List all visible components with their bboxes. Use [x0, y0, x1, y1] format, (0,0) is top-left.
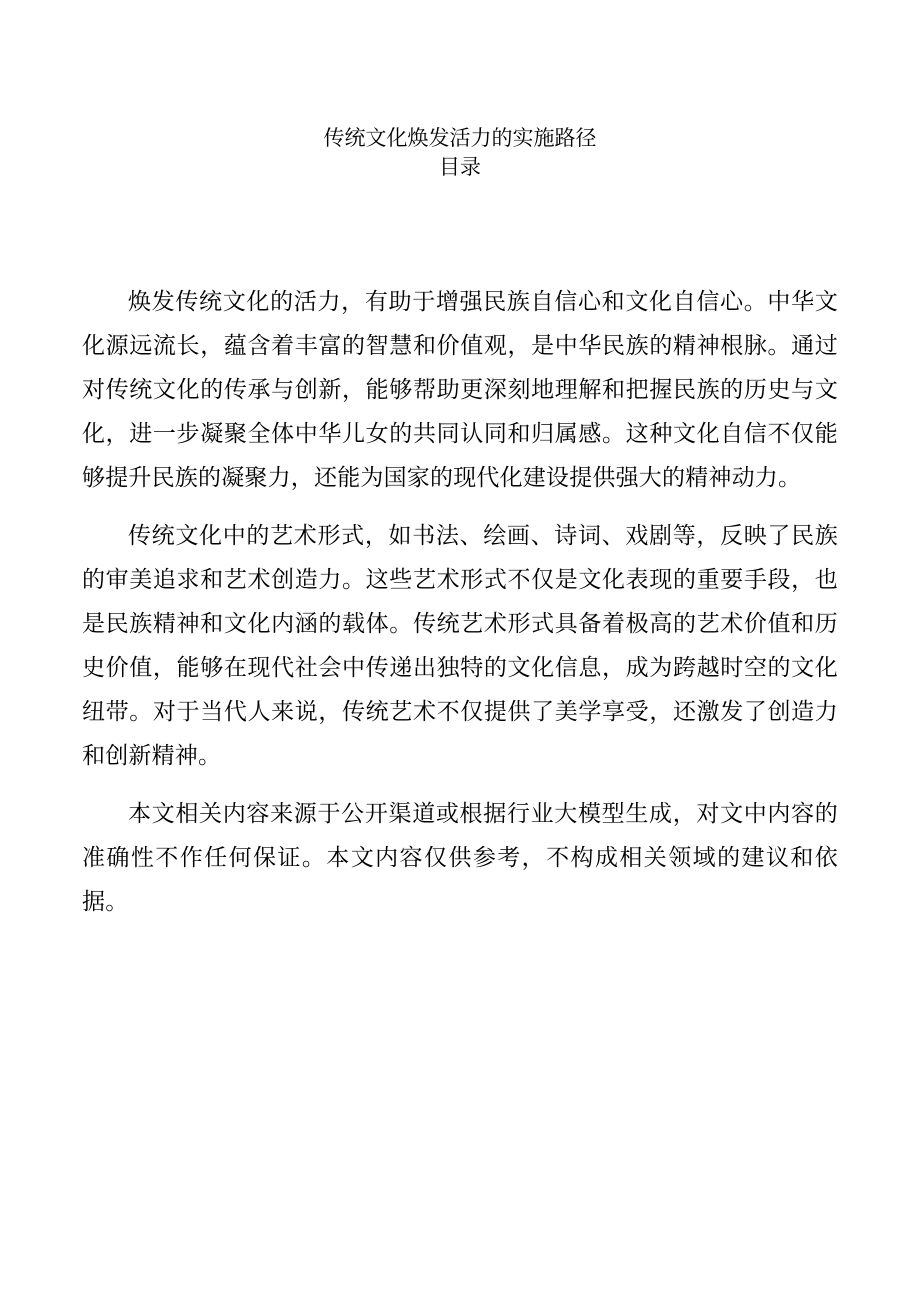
- paragraph-2: 传统文化中的艺术形式，如书法、绘画、诗词、戏剧等，反映了民族的审美追求和艺术创造力。这些艺术形式不仅是文化表现的重要手段，也是民族精神和文化内涵的载体。传统艺术形式具备着极高的艺术价值和历史价值，能够在现代社会中传递出独特的文化信息，成为跨越时空的文化纽带。对于当代人来说，传统艺术不仅提供了美学享受，还激发了创造力和创新精神。: [82, 523, 838, 769]
- table-of-contents-heading: 目录: [439, 155, 481, 179]
- paragraph-1: 焕发传统文化的活力，有助于增强民族自信心和文化自信心。中华文化源远流长，蕴含着丰富的智慧和价值观，是中华民族的精神根脉。通过对传统文化的传承与创新，能够帮助更深刻地理解和把握民族的历史与文化，进一步凝聚全体中华儿女的共同认同和归属感。这种文化自信不仅能够提升民族的凝聚力，还能为国家的现代化建设提供强大的精神动力。: [82, 289, 838, 491]
- paragraph-3-disclaimer: 本文相关内容来源于公开渠道或根据行业大模型生成，对文中内容的准确性不作任何保证。本文内容仅供参考，不构成相关领域的建议和依据。: [82, 801, 838, 915]
- title-block: [0, 124, 920, 182]
- document-body: [82, 280, 838, 938]
- document-title: 传统文化焕发活力的实施路径: [323, 126, 597, 150]
